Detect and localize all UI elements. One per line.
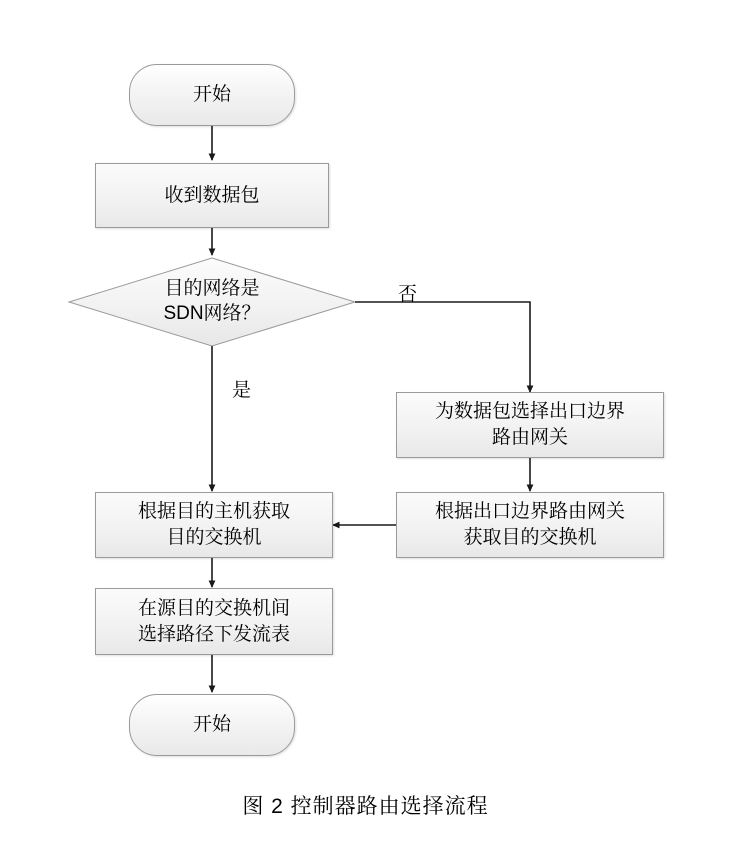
node-get-switch-by-gateway-line-1: 根据出口边界路由网关 xyxy=(434,501,625,523)
node-get-switch-by-host-line-2: 目的交换机 xyxy=(166,527,262,548)
edge-decision-no-to-select-gw xyxy=(355,302,530,392)
node-end[interactable] xyxy=(129,694,295,756)
node-select-path-install-flow-line-2: 选择路径下发流表 xyxy=(137,623,290,645)
node-select-egress-gateway-line-2: 路由网关 xyxy=(491,427,568,448)
node-decision-sdn-network[interactable] xyxy=(69,258,355,346)
node-select-path-install-flow[interactable] xyxy=(95,588,333,655)
node-get-switch-by-host-line-1: 根据目的主机获取 xyxy=(137,501,290,523)
node-get-switch-by-host[interactable] xyxy=(95,492,333,558)
node-get-switch-by-gateway-line-2: 获取目的交换机 xyxy=(463,527,597,548)
node-get-switch-by-gateway[interactable] xyxy=(396,492,664,558)
decision-line-2: SDN网络？ xyxy=(163,303,261,324)
node-select-egress-gateway[interactable] xyxy=(396,392,664,458)
decision-line-1: 目的网络是 xyxy=(164,278,260,300)
edge-label-yes: 是 xyxy=(232,380,252,401)
node-select-path-install-flow-line-1: 在源目的交换机间 xyxy=(137,597,290,619)
node-end-label: 开始 xyxy=(192,714,231,736)
node-start-label: 开始 xyxy=(192,84,231,106)
node-receive-packet-label: 收到数据包 xyxy=(164,184,260,206)
node-receive-packet[interactable] xyxy=(95,163,329,228)
node-decision-sdn-network-label xyxy=(69,258,355,346)
edge-label-no: 否 xyxy=(398,284,418,305)
node-select-egress-gateway-line-1: 为数据包选择出口边界 xyxy=(434,401,625,423)
figure-caption: 图 2 控制器路由选择流程 xyxy=(242,795,489,818)
node-start[interactable] xyxy=(129,64,295,126)
